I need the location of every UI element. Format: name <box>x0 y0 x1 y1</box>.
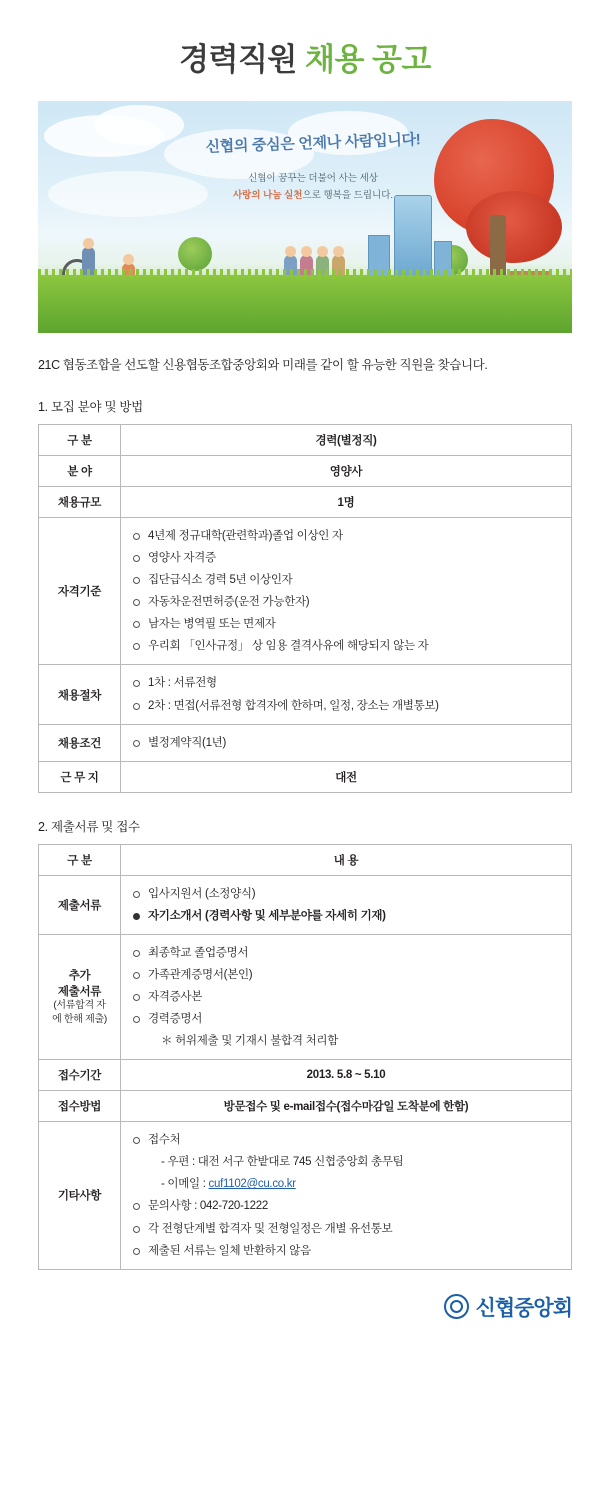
email-link[interactable]: cuf1102@cu.co.kr <box>208 1178 296 1191</box>
list-item: 2차 : 면접(서류전형 합격자에 한하며, 일정, 장소는 개별통보) <box>131 695 561 717</box>
row-label-field: 분 야 <box>39 456 121 487</box>
recruitment-table <box>38 424 572 793</box>
row-value-method: 방문접수 및 e-mail접수(접수마감일 도착분에 한함) <box>121 1091 572 1122</box>
list-item: 문의사항 : 042-720-1222 <box>131 1195 561 1217</box>
row-value-condition <box>121 724 572 761</box>
row-value-docs <box>121 875 572 934</box>
table-row <box>39 1091 572 1122</box>
banner-text <box>188 133 438 203</box>
list-item-note: ＊ 허위제출 및 기재시 불합격 처리함 <box>161 1035 338 1048</box>
docs-list <box>131 883 561 927</box>
page-title <box>38 0 572 79</box>
list-item: 접수처 <box>131 1129 561 1151</box>
cloud-shape <box>48 171 208 217</box>
list-item: 영양사 자격증 <box>131 547 561 569</box>
qualification-list <box>131 525 561 657</box>
banner-subline-2 <box>188 189 438 203</box>
process-list <box>131 672 561 716</box>
table-row <box>39 487 572 518</box>
table-row <box>39 875 572 934</box>
list-item: 각 전형단계별 합격자 및 전형일정은 개별 유선통보 <box>131 1218 561 1240</box>
table-row <box>39 1060 572 1091</box>
list-item-email <box>131 1173 561 1195</box>
table-row <box>39 761 572 792</box>
row-value-extra-docs <box>121 934 572 1059</box>
row-label-extra-docs <box>39 934 121 1059</box>
table-row <box>39 934 572 1059</box>
table-row <box>39 724 572 761</box>
table-row <box>39 518 572 665</box>
row-value-qualification <box>121 518 572 665</box>
section-2-heading: 2. 제출서류 및 접수 <box>38 819 140 834</box>
list-item: 집단급식소 경력 5년 이상인자 <box>131 569 561 591</box>
list-item: 자격증사본 <box>131 986 561 1008</box>
cloud-shape <box>94 105 184 145</box>
list-item: 남자는 병역필 또는 면제자 <box>131 613 561 635</box>
row-label-qualification: 자격기준 <box>39 518 121 665</box>
banner-headline: 신협의 중심은 언제나 사람입니다! <box>205 131 421 156</box>
section-1-heading: 1. 모집 분야 및 방법 <box>38 400 143 414</box>
table-header-row <box>39 844 572 875</box>
list-item: 제출된 서류는 일체 반환하지 않음 <box>131 1240 561 1262</box>
extra-docs-label-main: 추가 <box>68 969 91 982</box>
banner-subline-2-strong: 사랑의 나눔 실천 <box>232 189 303 201</box>
table-row <box>39 425 572 456</box>
table-row <box>39 456 572 487</box>
row-value-scale: 1명 <box>121 487 572 518</box>
list-item: 자동차운전면허증(운전 가능한자) <box>131 591 561 613</box>
page-title-part1: 경력직원 <box>179 42 305 77</box>
row-label-etc: 기타사항 <box>39 1122 121 1269</box>
col-header-gubun: 구 분 <box>39 844 121 875</box>
list-item: 최종학교 졸업증명서 <box>131 942 561 964</box>
row-label-method: 접수방법 <box>39 1091 121 1122</box>
shinhyup-mark-icon <box>444 1294 469 1319</box>
row-value-place: 대전 <box>121 761 572 792</box>
col-header-content: 내 용 <box>121 844 572 875</box>
row-label-process: 채용절차 <box>39 665 121 724</box>
extra-docs-list <box>131 942 561 1052</box>
row-value-gubun: 경력(별정직) <box>121 425 572 456</box>
list-item: 1차 : 서류전형 <box>131 672 561 694</box>
small-tree-icon <box>178 237 212 271</box>
documents-table <box>38 844 572 1270</box>
list-item: 입사지원서 (소정양식) <box>131 883 561 905</box>
grass-strip <box>38 275 572 333</box>
heart-tree-crown-icon <box>466 191 562 263</box>
footer-logo <box>38 1292 572 1322</box>
row-label-gubun: 구 분 <box>39 425 121 456</box>
table-row <box>39 1122 572 1269</box>
extra-docs-label-note: (서류합격 자에 한해 제출) <box>52 999 107 1026</box>
list-item: 4년제 정규대학(관련학과)졸업 이상인 자 <box>131 525 561 547</box>
email-label: - 이메일 : <box>161 1178 209 1191</box>
page-title-part2: 채용 공고 <box>305 42 431 77</box>
extra-docs-label-sub: 제출서류 <box>57 985 102 998</box>
row-label-scale: 채용규모 <box>39 487 121 518</box>
lead-paragraph: 21C 협동조합을 선도할 신용협동조합중앙회와 미래를 같이 할 유능한 직원을 찾습니다. <box>38 358 488 372</box>
table-row <box>39 665 572 724</box>
row-label-condition: 채용조건 <box>39 724 121 761</box>
banner-illustration <box>38 101 572 333</box>
banner-subline-2-rest: 으로 행복을 드립니다. <box>302 189 394 201</box>
list-item: 경력증명서 <box>131 1008 561 1030</box>
list-item: 우리회 「인사규정」 상 임용 결격사유에 해당되지 않는 자 <box>131 635 561 657</box>
banner-subline-1: 신협이 꿈꾸는 더불어 사는 세상 <box>248 172 378 184</box>
row-label-docs: 제출서류 <box>39 875 121 934</box>
row-label-place: 근 무 지 <box>39 761 121 792</box>
row-value-process <box>121 665 572 724</box>
footer-org-name: 신협중앙회 <box>475 1296 572 1320</box>
list-item: - 우편 : 대전 서구 한밭대로 745 신협중앙회 총무팀 <box>161 1156 404 1169</box>
row-label-period: 접수기간 <box>39 1060 121 1091</box>
etc-list <box>131 1129 561 1261</box>
list-item: 가족관계증명서(본인) <box>131 964 561 986</box>
row-value-field: 영양사 <box>121 456 572 487</box>
row-value-period: 2013. 5.8 ~ 5.10 <box>121 1060 572 1091</box>
condition-list <box>131 732 561 754</box>
list-item: 자기소개서 (경력사항 및 세부분야를 자세히 기재) <box>131 905 561 927</box>
list-item: 별정계약직(1년) <box>131 732 561 754</box>
row-value-etc <box>121 1122 572 1269</box>
